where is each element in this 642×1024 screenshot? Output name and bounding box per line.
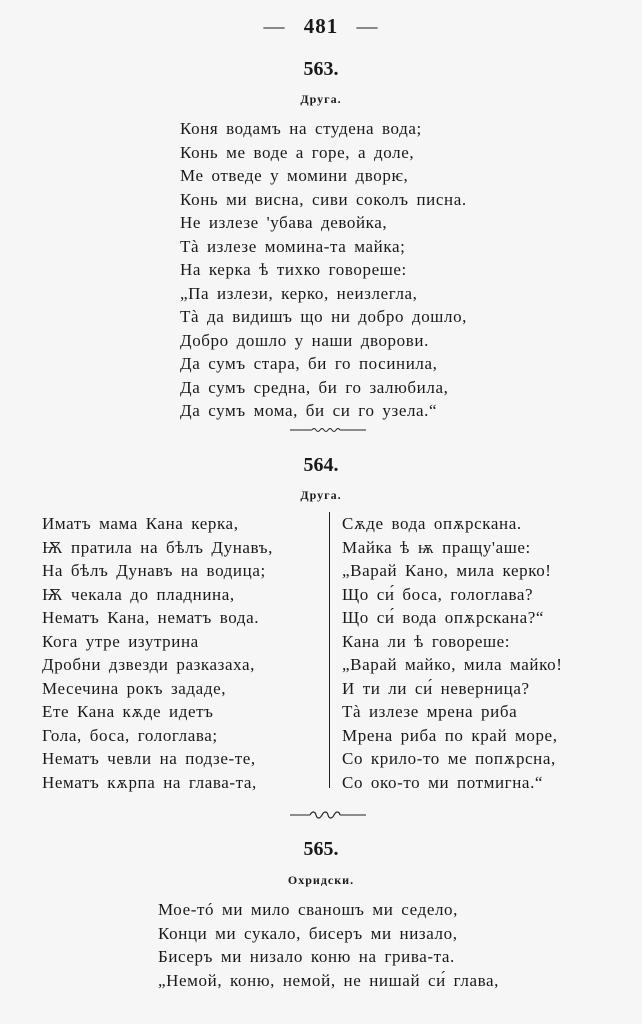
verse-line: Добро дошло у наши дворови.	[180, 330, 429, 350]
verse-line: Бисеръ ми низало коню на грива-та.	[158, 947, 455, 966]
verse-line: Майка ѣ ѭ пращу'аше:	[342, 537, 531, 557]
dash-left: —	[263, 14, 286, 38]
verse-line: „Варай майко, мила майко!	[342, 655, 563, 674]
verse-line: Месечина рокъ зададе,	[42, 678, 227, 698]
verse-line: На керка ѣ тихко говореше:	[180, 260, 407, 279]
poem-563-verses	[180, 117, 467, 423]
verse-line: Сѫде вода опѫрскана.	[342, 514, 522, 533]
verse-line: Тà излезе момина-та майка;	[180, 236, 406, 256]
verse-line: На бѣлъ Дунавъ на водица;	[42, 561, 266, 580]
verse-line: „Па излези, керко, неизлегла,	[180, 283, 418, 303]
verse-line: Со око-то ми потмигна.“	[342, 772, 544, 792]
verse-line: „Немой, коню, немой, не нишай си́ глава,	[158, 970, 500, 990]
dash-right: —	[356, 14, 379, 38]
verse-line: Нематъ Кана, нематъ вода.	[42, 608, 260, 627]
poem-number-565: 565.	[303, 838, 339, 860]
verse-line: Конци ми сукало, бисеръ ми низало,	[158, 923, 458, 943]
verse-line: Що си́ вода опѫрскана?“	[342, 608, 545, 627]
verse-line: Що си́ боса, гологлава?	[342, 584, 534, 604]
verse-line: Да сумъ мома, би си го узела.“	[180, 401, 438, 420]
verse-line: Иматъ мама Кана керка,	[42, 514, 239, 533]
verse-line: Конь ме воде а горе, а доле,	[180, 142, 415, 162]
verse-line: Мрена риба по край море,	[342, 725, 558, 745]
verse-line: Тà излезе мрена риба	[342, 702, 518, 721]
verse-line: Конь ми висна, сиви соколъ писна.	[180, 189, 467, 209]
verse-line: „Варай Кано, мила керко!	[342, 561, 552, 580]
verse-line: И ти ли си́ неверница?	[342, 678, 530, 698]
verse-line: Дробни дзвезди разказаха,	[42, 655, 255, 674]
verse-line: Не излезе 'убава девойка,	[180, 213, 388, 232]
poem-564-left-column	[42, 512, 273, 794]
verse-line: Со крило-то ме попѫрсна,	[342, 749, 556, 768]
verse-line: Кана ли ѣ говореше:	[342, 631, 511, 651]
verse-line: Тà да видишъ що ни добро дошло,	[180, 307, 468, 326]
poem-number-564: 564.	[303, 454, 339, 476]
poem-number-563: 563.	[303, 58, 339, 80]
poem-564-right-column	[342, 512, 562, 794]
poem-subtitle-564: Друга.	[300, 488, 342, 502]
verse-line: Гола, боса, гологлава;	[42, 725, 218, 745]
page-number-value: 481	[303, 14, 339, 38]
verse-line: Кога утре изутрина	[42, 631, 199, 651]
poem-subtitle-565: Охридски.	[287, 873, 355, 887]
poem-565-verses	[158, 898, 499, 992]
page-number	[0, 14, 642, 39]
column-divider	[329, 512, 330, 788]
verse-line: Да сумъ стара, би го посинила,	[180, 354, 438, 373]
verse-line: Да сумъ средна, би го залюбила,	[180, 377, 449, 397]
verse-line: Ѭ пратила на бѣлъ Дунавъ,	[42, 537, 273, 557]
verse-line: Мое-тó ми мило сваношъ ми седело,	[158, 900, 459, 919]
verse-line: Нематъ кѫрпа на глава-та,	[42, 772, 257, 792]
verse-line: Коня водамъ на студена вода;	[180, 119, 422, 138]
verse-line: Ме отведе у момини дворѥ,	[180, 166, 409, 185]
scroll-separator-icon	[290, 810, 366, 820]
poem-subtitle-563: Друга.	[300, 92, 342, 106]
verse-line: Ѭ чекала до пладнина,	[42, 584, 235, 604]
verse-line: Ете Кана кѫде идетъ	[42, 702, 214, 721]
verse-line: Нематъ чевли на подзе-те,	[42, 749, 256, 768]
wavy-separator-icon	[290, 425, 366, 435]
